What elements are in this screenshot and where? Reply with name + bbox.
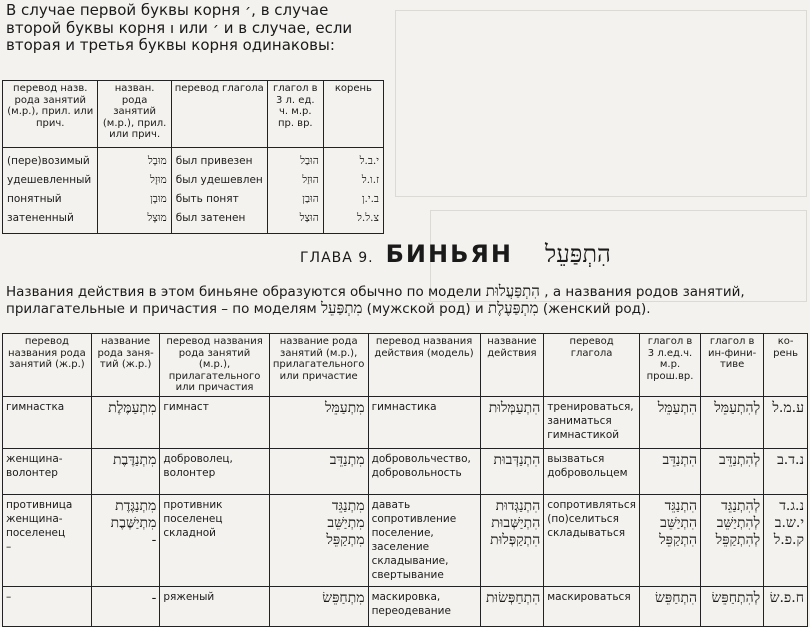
col-fem-noun <box>91 396 160 448</box>
hebrew-root: י.ב.ל <box>359 155 379 167</box>
hebrew-word: נ.ד.ב <box>777 451 804 468</box>
header-verb-past: глагол в 3 л.ед.ч. м.р. прош.вр. <box>639 334 700 397</box>
header-verb-translation: перевод глагола <box>171 81 267 148</box>
hebrew-word: הִתְקַפְּלוּת <box>490 531 541 548</box>
cell-text: был привезен <box>175 155 253 167</box>
col-fem-translation <box>3 586 92 626</box>
cell-text: (по)селиться <box>547 512 619 525</box>
col-verb-translation <box>544 448 640 494</box>
cell-text: – <box>6 540 12 553</box>
header-action-translation: перевод названия действия (модель) <box>368 334 480 397</box>
col-verb-translation <box>171 148 267 234</box>
col-infinitive <box>701 586 764 626</box>
cell-text: быть понят <box>175 193 239 205</box>
hebrew-word: מִתְנַדֵּב <box>329 451 365 468</box>
col-noun <box>98 148 171 234</box>
col-root <box>764 448 808 494</box>
hebrew-word: הִתְנַדֵּב <box>662 451 698 468</box>
hebrew-word: נ.ג.ד <box>779 497 804 514</box>
table-row <box>3 448 808 494</box>
hebrew-word: הִתְנַגְּדוּת <box>495 497 541 514</box>
table-row <box>3 148 384 234</box>
hebrew-word: מִתְקַפֵּל <box>326 531 365 548</box>
hebrew-word: מִתְיַשֵּׁב <box>327 514 365 531</box>
col-action-translation <box>368 396 480 448</box>
hebrew-word: מוּצָל <box>147 212 167 224</box>
hebrew-word: מִתְחַפֵּשׂ <box>322 589 365 606</box>
table-row <box>3 586 808 626</box>
col-action <box>480 586 544 626</box>
hebrew-word: מוּבָן <box>150 193 167 205</box>
hebrew-word: לְהִתְיַשֵּׁב <box>716 514 761 531</box>
cell-text: (пере)возимый <box>7 155 90 167</box>
para-model1: הִתְפַּעֲלוּת <box>485 282 540 300</box>
col-action-translation <box>368 586 480 626</box>
cell-text: складываться <box>547 526 626 539</box>
cell-text: затененный <box>7 212 74 224</box>
col-verb-past <box>639 494 700 586</box>
cell-text: складывание, свертывание <box>371 554 449 581</box>
hebrew-word: הִתְחַפְּשׂוּת <box>486 589 541 606</box>
hebrew-word: - <box>151 531 157 548</box>
chapter-heading <box>300 240 630 269</box>
para-part1: Названия действия в этом биньяне образуются обычно по модели <box>6 284 482 300</box>
col-fem-translation <box>3 494 92 586</box>
header-infinitive: глагол в ин-фини-тиве <box>701 334 764 397</box>
cell-text: противница <box>6 498 73 511</box>
hebrew-word: לְהִתְעַמֵּל <box>714 399 761 416</box>
hebrew-word: לְהִתְחַפֵּשׂ <box>711 589 761 606</box>
hebrew-word: מִתְעַמֵּל <box>324 399 365 416</box>
cell-text: доброволец, волонтер <box>163 452 233 479</box>
col-infinitive <box>701 448 764 494</box>
hebrew-root: ז.ו.ל <box>361 174 379 186</box>
col-masc-noun <box>269 586 368 626</box>
col-action-translation <box>368 448 480 494</box>
col-fem-noun <box>91 448 160 494</box>
table-header-row <box>3 334 808 397</box>
chapter-binyan: БИНЬЯН <box>385 240 513 268</box>
table-weak-roots <box>2 80 384 234</box>
hebrew-word: מִתְנַגֶּדֶת <box>115 497 157 514</box>
cell-text: гимнастика <box>371 400 437 413</box>
hebrew-word: הִתְעַמֵּל <box>657 399 698 416</box>
col-masc-translation <box>160 494 269 586</box>
col-masc-translation <box>160 396 269 448</box>
para-part3: (мужской род) и <box>366 301 484 317</box>
cell-text: добровольчество, добровольность <box>371 452 471 479</box>
col-fem-translation <box>3 396 92 448</box>
hebrew-root: ב.י.ן <box>361 193 379 205</box>
header-root: ко-рень <box>764 334 808 397</box>
cell-text: давать сопротивление <box>371 498 457 525</box>
cell-text: удешевленный <box>7 174 92 186</box>
hebrew-word: לְהִתְנַגֵּד <box>721 497 761 514</box>
col-verb-past <box>639 448 700 494</box>
header-fem-noun: название рода заня-тий (ж.р.) <box>91 334 160 397</box>
hebrew-word: מִתְנַדֶּבֶת <box>112 451 157 468</box>
hebrew-word: לְהִתְקַפֵּל <box>715 531 761 548</box>
col-verb-translation <box>544 494 640 586</box>
hebrew-word: הִתְקַפֵּל <box>659 531 698 548</box>
cell-text: маскироваться <box>547 590 631 603</box>
col-infinitive <box>701 494 764 586</box>
col-masc-noun <box>269 448 368 494</box>
cell-text: ряженый <box>163 590 215 603</box>
cell-text: противник <box>163 498 223 511</box>
table-hitpael <box>2 333 808 627</box>
cell-text: был удешевлен <box>175 174 263 186</box>
col-action-translation <box>368 494 480 586</box>
hebrew-word: ק.פ.ל <box>773 531 804 548</box>
col-action <box>480 448 544 494</box>
header-fem-translation: перевод названия рода занятий (ж.р.) <box>3 334 92 397</box>
hebrew-word: מִתְעַמֶּלֶת <box>108 399 157 416</box>
para-model3: מִתְפַּעֶלֶת <box>487 299 539 317</box>
col-fem-noun <box>91 494 160 586</box>
cell-text: сопротивляться <box>547 498 636 511</box>
header-verb-translation: перевод глагола <box>544 334 640 397</box>
table-row <box>3 396 808 448</box>
header-masc-noun: название рода занятий (м.р.), прилагательного или причастие <box>269 334 368 397</box>
cell-text: понятный <box>7 193 62 205</box>
col-masc-noun <box>269 494 368 586</box>
header-masc-translation: перевод названия рода занятий (м.р.), прилагательного или причастия <box>160 334 269 397</box>
col-action <box>480 396 544 448</box>
hebrew-word: הִתְחַפֵּשׂ <box>654 589 698 606</box>
hebrew-root: צ.ל.ל <box>357 212 379 224</box>
col-verb <box>267 148 323 234</box>
col-verb-past <box>639 396 700 448</box>
bleed-through-grid <box>395 10 807 197</box>
para-model2: מִתְפַּעֵל <box>320 299 363 317</box>
chapter-hebrew-name: הִתְפַּעֵל <box>544 240 611 268</box>
intro-paragraph <box>6 283 806 317</box>
hebrew-word: הִתְיַשְּׁבוּת <box>491 514 541 531</box>
col-verb-translation <box>544 586 640 626</box>
col-action <box>480 494 544 586</box>
col-fem-translation <box>3 448 92 494</box>
col-root <box>323 148 383 234</box>
col-masc-translation <box>160 448 269 494</box>
hebrew-word: מוּבָל <box>147 155 167 167</box>
cell-text: тренироваться, заниматься гимнастикой <box>547 400 634 441</box>
col-masc-noun <box>269 396 368 448</box>
col-translation <box>3 148 98 234</box>
cell-text: женщина-поселенец <box>6 512 66 539</box>
hebrew-word: הִתְנַגֵּד <box>664 497 698 514</box>
hebrew-word: י.ש.ב <box>774 514 804 531</box>
hebrew-word: הִתְיַשֵּׁב <box>660 514 698 531</box>
col-verb-translation <box>544 396 640 448</box>
cell-text: был затенен <box>175 212 246 224</box>
col-masc-translation <box>160 586 269 626</box>
hebrew-word: ח.פ.שׂ <box>769 589 804 606</box>
header-root: корень <box>323 81 383 148</box>
cell-text: поселенец <box>163 512 223 525</box>
table-header-row <box>3 81 384 148</box>
cell-text: гимнаст <box>163 400 209 413</box>
hebrew-word: הִתְנַדְּבוּת <box>493 451 541 468</box>
hebrew-word: ע.מ.ל <box>772 399 804 416</box>
cell-text: маскировка, переодевание <box>371 590 451 617</box>
col-fem-noun <box>91 586 160 626</box>
intro-text: В случае первой буквы корня ׳, в случае второй буквы корня ו или ׳ и в случае, если вторая и третья буквы корня одинаковы: <box>6 1 353 54</box>
col-infinitive <box>701 396 764 448</box>
col-verb-past <box>639 586 700 626</box>
hebrew-word: מִתְיַשֶּׁבֶת <box>110 514 157 531</box>
col-root <box>764 396 808 448</box>
para-part4: (женский род). <box>542 301 651 317</box>
cell-text: женщина-волонтер <box>6 452 63 479</box>
para-part2: , а названия родов занятий, прилагательные и причастия – по моделям <box>6 284 745 317</box>
hebrew-word: הִתְעַמְּלוּת <box>488 399 541 416</box>
hebrew-word: מוּזָל <box>149 174 167 186</box>
hebrew-word: מִתְנַגֵּד <box>331 497 365 514</box>
hebrew-word: הוּצַל <box>299 212 319 224</box>
cell-text: вызваться добровольцем <box>547 452 628 479</box>
header-translation: перевод назв. рода занятий (м.р.), прил. или прич. <box>3 81 98 148</box>
chapter-label: ГЛАВА 9. <box>300 250 374 266</box>
cell-text: поселение, заселение <box>371 526 434 553</box>
hebrew-word: - <box>151 589 157 606</box>
hebrew-word: הוּבַל <box>300 155 319 167</box>
hebrew-word: לְהִתְנַדֵּב <box>718 451 761 468</box>
header-noun: назван. рода занятий (м.р.), прил. или прич. <box>98 81 171 148</box>
cell-text: складной <box>163 526 217 539</box>
header-verb: глагол в 3 л. ед. ч. м.р. пр. вр. <box>267 81 323 148</box>
table-row <box>3 494 808 586</box>
cell-text: гимнастка <box>6 400 65 413</box>
cell-text: – <box>6 590 12 603</box>
hebrew-word: הוּבַן <box>302 193 319 205</box>
col-root <box>764 494 808 586</box>
header-action: название действия <box>480 334 544 397</box>
hebrew-word: הוּזַל <box>302 174 319 186</box>
col-root <box>764 586 808 626</box>
